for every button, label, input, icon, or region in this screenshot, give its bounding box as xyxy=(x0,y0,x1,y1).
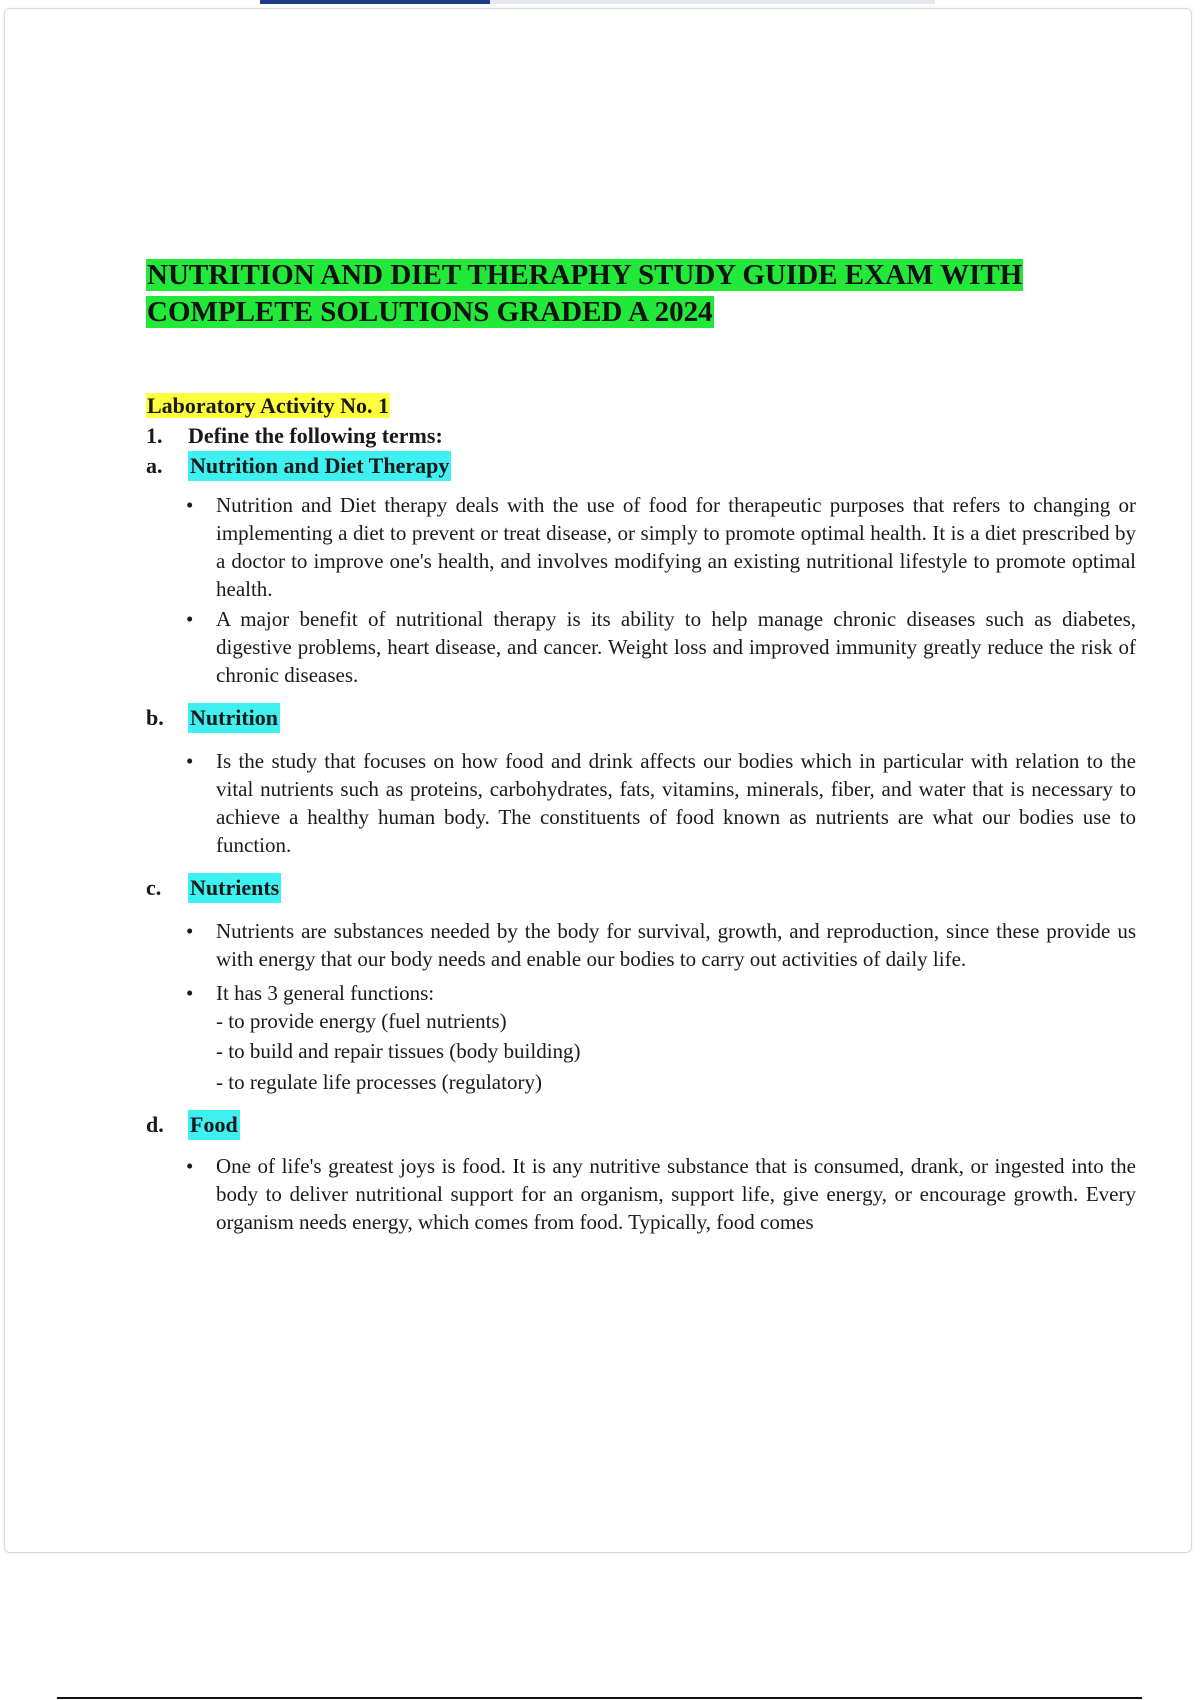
footer-divider xyxy=(57,1697,1142,1699)
bullet-icon: • xyxy=(186,1154,194,1178)
page-content xyxy=(146,257,1136,1236)
list-item xyxy=(146,1152,1136,1236)
lab-heading xyxy=(146,391,1136,421)
term-letter: c. xyxy=(146,875,162,900)
term-c-bullets xyxy=(146,917,1136,1096)
function-item: - to regulate life processes (regulatory) xyxy=(216,1070,542,1094)
question-1 xyxy=(146,421,1136,451)
function-item: - to provide energy (fuel nutrients) xyxy=(216,1009,507,1033)
bullet-icon: • xyxy=(186,493,194,517)
list-item xyxy=(146,491,1136,603)
term-b-bullets xyxy=(146,747,1136,859)
list-item xyxy=(146,605,1136,689)
term-a-bullets xyxy=(146,491,1136,689)
term-label: Food xyxy=(188,1110,240,1140)
bullet-icon: • xyxy=(186,981,194,1005)
term-d xyxy=(146,1110,1136,1140)
term-letter: a. xyxy=(146,453,163,478)
bullet-text: Nutrition and Diet therapy deals with the use of food for therapeutic purposes that refers to changing or implementing a diet to prevent or treat disease, or simply to promote optimal health. It is a diet prescribed by a doctor to improve one's health, and involves modifying an existing nutritional lifestyle to promote optimal health. xyxy=(216,493,1136,601)
term-letter: b. xyxy=(146,705,164,730)
term-label: Nutrients xyxy=(188,873,281,903)
bullet-text: A major benefit of nutritional therapy is its ability to help manage chronic diseases such as diabetes, digestive problems, heart disease, and cancer. Weight loss and improved immunity greatly reduce the risk of chronic diseases. xyxy=(216,607,1136,687)
function-item: - to build and repair tissues (body building) xyxy=(216,1039,581,1063)
document-page xyxy=(4,8,1192,1553)
page-progress-fill xyxy=(260,0,490,4)
term-label: Nutrition and Diet Therapy xyxy=(188,451,451,481)
bullet-text: Is the study that focuses on how food and drink affects our bodies which in particular with relation to the vital nutrients such as proteins, carbohydrates, fats, vitamins, minerals, fiber, and water that is necessary to achieve a healthy human body. The constituents of food known as nutrients are what our bodies use to function. xyxy=(216,749,1136,857)
bullet-icon: • xyxy=(186,749,194,773)
list-item xyxy=(146,747,1136,859)
document-title-text: NUTRITION AND DIET THERAPHY STUDY GUIDE EXAM WITH COMPLETE SOLUTIONS GRADED A 2024 xyxy=(147,259,1023,328)
lab-heading-text: Laboratory Activity No. 1 xyxy=(147,393,389,418)
term-c xyxy=(146,873,1136,903)
bullet-icon: • xyxy=(186,607,194,631)
term-a xyxy=(146,451,1136,481)
bullet-text: One of life's greatest joys is food. It is any nutritive substance that is consumed, drank, or ingested into the body to deliver nutritional support for an organism, support life, give energy, or encourage growth. Every organism needs energy, which comes from food. Typically, food comes xyxy=(216,1154,1136,1234)
question-text: Define the following terms: xyxy=(188,423,443,448)
list-item xyxy=(146,917,1136,973)
list-item xyxy=(146,979,1136,1096)
bullet-icon: • xyxy=(186,919,194,943)
term-b xyxy=(146,703,1136,733)
term-d-bullets xyxy=(146,1152,1136,1236)
page-progress-bar xyxy=(260,0,935,4)
bullet-text: Nutrients are substances needed by the body for survival, growth, and reproduction, since these provide us with energy that our body needs and enable our bodies to carry out activities of daily life. xyxy=(216,919,1136,971)
term-letter: d. xyxy=(146,1112,164,1137)
term-label: Nutrition xyxy=(188,703,280,733)
document-title xyxy=(146,257,1136,331)
question-number: 1. xyxy=(146,423,163,448)
functions-intro: It has 3 general functions: xyxy=(216,981,435,1005)
